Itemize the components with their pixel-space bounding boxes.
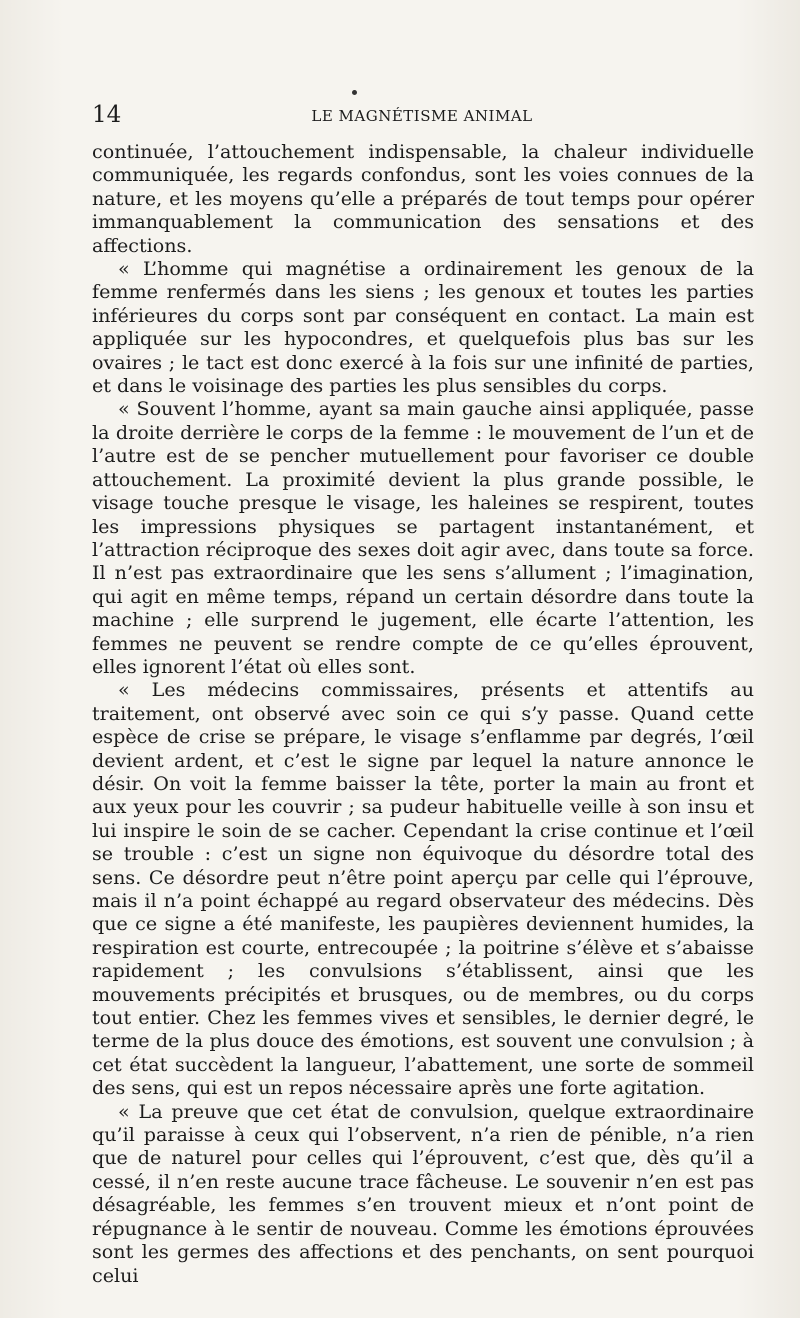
paragraph: « Les médecins commissaires, présents et attentifs au traitement, ont observé avec soin ce qui s’y passe. Quand cette espèce de crise se prépare, le visage s’enflamme par degrés, l’œil devient ardent, et c’est le signe par lequel la nature annonce le désir. On voit la femme baisser la tête, porter la main au front et aux yeux pour les couvrir ; sa pudeur habituelle veille à son insu et lui inspire le soin de se cacher. Cependant la crise continue et l’œil se trouble : c’est un signe non équivoque du désordre total des sens. Ce désordre peut n’être point aperçu par celle qui l’éprouve, mais il n’a point échappé au regard observateur des médecins. Dès que ce signe a été manifeste, les paupières deviennent humides, la respiration est courte, entrecoupée ; la poitrine s’élève et s’abaisse rapidement ; les convulsions s’établissent, ainsi que les mouvements précipités et brusques, ou de membres, ou du corps tout entier. Chez les femmes vives et sensibles, le dernier degré, le terme de la plus douce des émotions, est souvent une convulsion ; à cet état succèdent la langueur, l’abattement, une sorte de sommeil des sens, qui est un repos nécessaire après une forte agitation.: [92, 678, 754, 1100]
running-title: LE MAGNÉTISME ANIMAL: [311, 107, 533, 125]
paragraph: « L’homme qui magnétise a ordinairement les genoux de la femme renfermés dans les siens ; les genoux et toutes les parties inférieures du corps sont par conséquent en contact. La main est appliquée sur les hypocondres, et quelquefois plus bas sur les ovaires ; le tact est donc exercé à la fois sur une infinité de parties, et dans le voisinage des parties les plus sensibles du corps.: [92, 257, 754, 398]
paragraph: « La preuve que cet état de convulsion, quelque extraordinaire qu’il paraisse à ceux qui l’observent, n’a rien de pénible, n’a rien que de naturel pour celles qui l’éprouvent, c’est que, dès qu’il a cessé, il n’en reste aucune trace fâcheuse. Le souvenir n’en est pas désagréable, les femmes s’en trouvent mieux et n’ont point de répugnance à le sentir de nouveau. Comme les émotions éprouvées sont les germes des affections et des penchants, on sent pourquoi celui: [92, 1099, 754, 1287]
body-text: [92, 140, 754, 1287]
page-number: 14: [92, 102, 122, 128]
paragraph: « Souvent l’homme, ayant sa main gauche ainsi appliquée, passe la droite derrière le corps de la femme : le mouvement de l’un et de l’autre est de se pencher mutuellement pour favoriser ce double attouchement. La proximité devient la plus grande possible, le visage touche presque le visage, les haleines se respirent, toutes les impressions physiques se partagent instantanément, et l’attraction réciproque des sexes doit agir avec, dans toute sa force. Il n’est pas extraordinaire que les sens s’allument ; l’imagination, qui agit en même temps, répand un certain désordre dans toute la machine ; elle surprend le jugement, elle écarte l’attention, les femmes ne peuvent se rendre compte de ce qu’elles éprouvent, elles ignorent l’état où elles sont.: [92, 397, 754, 678]
ornament-dot: [352, 90, 357, 95]
running-head: [92, 100, 752, 130]
paragraph-continued: continuée, l’attouchement indispensable, la chaleur individuelle communiquée, les regards confondus, sont les voies connues de la nature, et les moyens qu’elle a préparés de tout temps pour opérer immanquablement la communication des sensations et des affections.: [92, 140, 754, 257]
